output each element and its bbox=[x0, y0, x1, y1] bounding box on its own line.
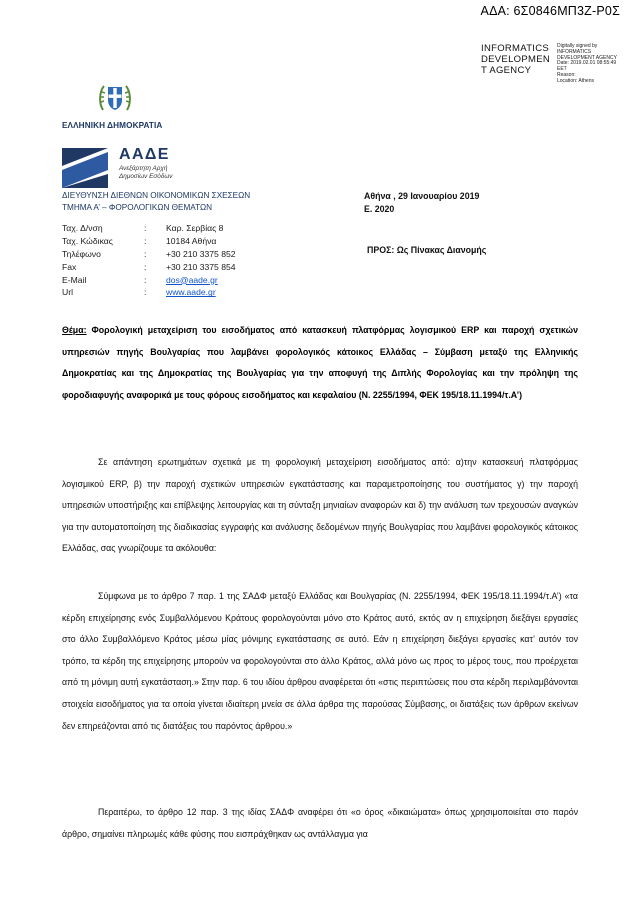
department-heading bbox=[62, 190, 250, 214]
signature-meta-line: Reason: bbox=[557, 71, 576, 78]
signature-meta-line: EET bbox=[557, 66, 567, 73]
aade-logo-mark-icon bbox=[62, 148, 108, 188]
contact-separator: : bbox=[144, 223, 147, 233]
subject-block bbox=[62, 320, 578, 406]
contact-value: +30 210 3375 852 bbox=[166, 248, 236, 259]
contact-value: +30 210 3375 854 bbox=[166, 261, 236, 272]
recipient-line: ΠΡΟΣ: Ως Πίνακας Διανομής bbox=[367, 245, 487, 255]
hellenic-emblem-icon bbox=[97, 80, 133, 116]
aade-logo bbox=[62, 148, 180, 188]
signature-org-line: T AGENCY bbox=[481, 65, 532, 76]
body-paragraph-3: Περαιτέρω, το άρθρο 12 παρ. 3 της ιδίας ΣΑΔΦ αναφέρει ότι «ο όρος «δικαιώματα» όπως χρησιμοποιείται στο παρόν άρθρο, σημαίνει πληρωμές κάθε φύσης που εισπράχθηκαν ως αντάλλαγμα για bbox=[62, 807, 578, 839]
ada-code: ΑΔΑ: 6Σ0846ΜΠ3Ζ-Ρ0Σ bbox=[480, 4, 620, 18]
section-name: ΤΜΗΜΑ Α’ – ΦΟΡΟΛΟΓΙΚΩΝ ΘΕΜΑΤΩΝ bbox=[62, 203, 213, 212]
website-link[interactable]: www.aade.gr bbox=[166, 287, 216, 298]
email-link[interactable]: dos@aade.gr bbox=[166, 274, 218, 285]
republic-heading: ΕΛΛΗΝΙΚΗ ΔΗΜΟΚΡΑΤΙΑ bbox=[62, 121, 163, 130]
contact-separator: : bbox=[144, 235, 147, 246]
aade-logo-subtitle bbox=[119, 165, 173, 181]
date-line: Αθήνα , 29 Ιανουαρίου 2019 bbox=[364, 191, 480, 201]
contact-value: Καρ. Σερβίας 8 bbox=[166, 223, 224, 233]
signature-meta-line: DEVELOPMENT AGENCY bbox=[557, 54, 617, 61]
signature-meta-line: Digitally signed by bbox=[557, 43, 598, 49]
signature-meta-line: INFORMATICS bbox=[557, 48, 592, 55]
contact-label: Τηλέφωνο bbox=[62, 248, 101, 259]
signature-org-line: DEVELOPMEN bbox=[481, 54, 550, 65]
signature-org-line: INFORMATICS bbox=[481, 43, 550, 54]
subject-label: Θέμα: bbox=[62, 325, 87, 335]
contact-label: Ταχ. Κώδικας bbox=[62, 235, 113, 246]
contact-label: E-Mail bbox=[62, 274, 87, 285]
department-name: ΔΙΕΥΘΥΝΣΗ ΔΙΕΘΝΩΝ ΟΙΚΟΝΟΜΙΚΩΝ ΣΧΕΣΕΩΝ bbox=[62, 191, 251, 200]
body-paragraph-1: Σε απάντηση ερωτημάτων σχετικά με τη φορολογική μεταχείριση εισοδήματος από: α)την κατασκευή πλατφόρμας λογισμικού ERP, β) την παροχή σχετικών υπηρεσιών εγκατάστασης και παραμετροποίησης του συστήματος γ) την παροχή υπηρεσιών υποστήριξης και επίβλεψης λειτουργίας και τη σύνταξη μηνιαίων αναφορών και δ) την ανάλυση των τρεχουσών αναγκών για την αυτοματοποίηση της διαδικασίας εγγραφής και ανάλυσης δεδομένων πηγής Βουλγαρίας που λαμβάνει φορολογικός κάτοικος Ελλάδας, σας γνωρίζουμε τα ακόλουθα: bbox=[62, 457, 578, 554]
signature-meta-line: Date: 2019.02.01 08:55:49 bbox=[557, 60, 617, 67]
contact-label: Fax bbox=[62, 261, 77, 272]
subject-text: Φορολογική μεταχείριση του εισοδήματος από κατασκευή πλατφόρμας λογισμικού ERP και παροχή σχετικών υπηρεσιών πηγής Βουλγαρίας που λαμβάνει φορολογικός κάτοικος Ελλάδας – Σύμβαση μεταξύ της Ελληνικής Δημοκρατίας και της Δημοκρατίας της Βουλγαρίας για την αποφυγή της Διπλής Φορολογίας και την πρόληψη της φοροδιαφυγής αναφορικά με τους φόρους εισοδήματος και κεφαλαίου (Ν. 2255/1994, ΦΕΚ 195/18.11.1994/τ.Α’) bbox=[62, 325, 578, 400]
digital-signature-org bbox=[481, 43, 553, 76]
contact-label: Ταχ. Δ/νση bbox=[62, 223, 103, 233]
logo-subtitle-line: Δημοσίων Εσόδων bbox=[119, 173, 173, 180]
contact-separator: : bbox=[144, 274, 147, 285]
digital-signature-details bbox=[557, 44, 637, 85]
logo-subtitle-line: Ανεξάρτητη Αρχή bbox=[119, 165, 168, 172]
contact-separator: : bbox=[144, 248, 147, 259]
contact-separator: : bbox=[144, 261, 147, 272]
reference-number: Ε. 2020 bbox=[364, 204, 395, 214]
date-block bbox=[364, 190, 479, 216]
contact-label: Url bbox=[62, 287, 73, 298]
aade-logo-title: ΑΑΔΕ bbox=[119, 146, 170, 163]
body-paragraph-2: Σύμφωνα με το άρθρο 7 παρ. 1 της ΣΑΔΦ μεταξύ Ελλάδας και Βουλγαρίας (Ν. 2255/1994, ΦΕΚ 195/18.11.1994/τ.Α’) «τα κέρδη επιχείρησης ενός Συμβαλλόμενου Κράτους φορολογούνται μόνο στο Κράτος αυτό, εκτός αν η επιχείρηση διεξάγει εργασίες στο άλλο Συμβαλλόμενο Κράτος μέσω μίας μόνιμης εγκατάστασης σε αυτό. Εάν η επιχείρηση διεξάγει εργασίες κατ’ αυτόν τον τρόπο, τα κέρδη της επιχείρησης μπορούν να φορολογούνται στο άλλο Κράτος, αλλά μόνο ως προς το μέρος τους, που προέρχεται από τη μόνιμη αυτή εγκατάσταση.» Στην παρ. 6 του ιδίου άρθρου αναφέρεται ότι «στις περιπτώσεις που στα κέρδη περιλαμβάνονται στοιχεία εισοδήματος για τα οποία γίνεται ιδιαίτερη μνεία σε άλλα άρθρα της παρούσας Σύμβασης, οι διατάξεις των άρθρων εκείνων δεν επηρεάζονται από τις διατάξεις του παρόντος άρθρου.» bbox=[62, 591, 578, 731]
signature-meta-line: Location: Athens bbox=[557, 77, 594, 84]
contact-value: 10184 Αθήνα bbox=[166, 235, 217, 246]
contact-separator: : bbox=[144, 287, 147, 298]
